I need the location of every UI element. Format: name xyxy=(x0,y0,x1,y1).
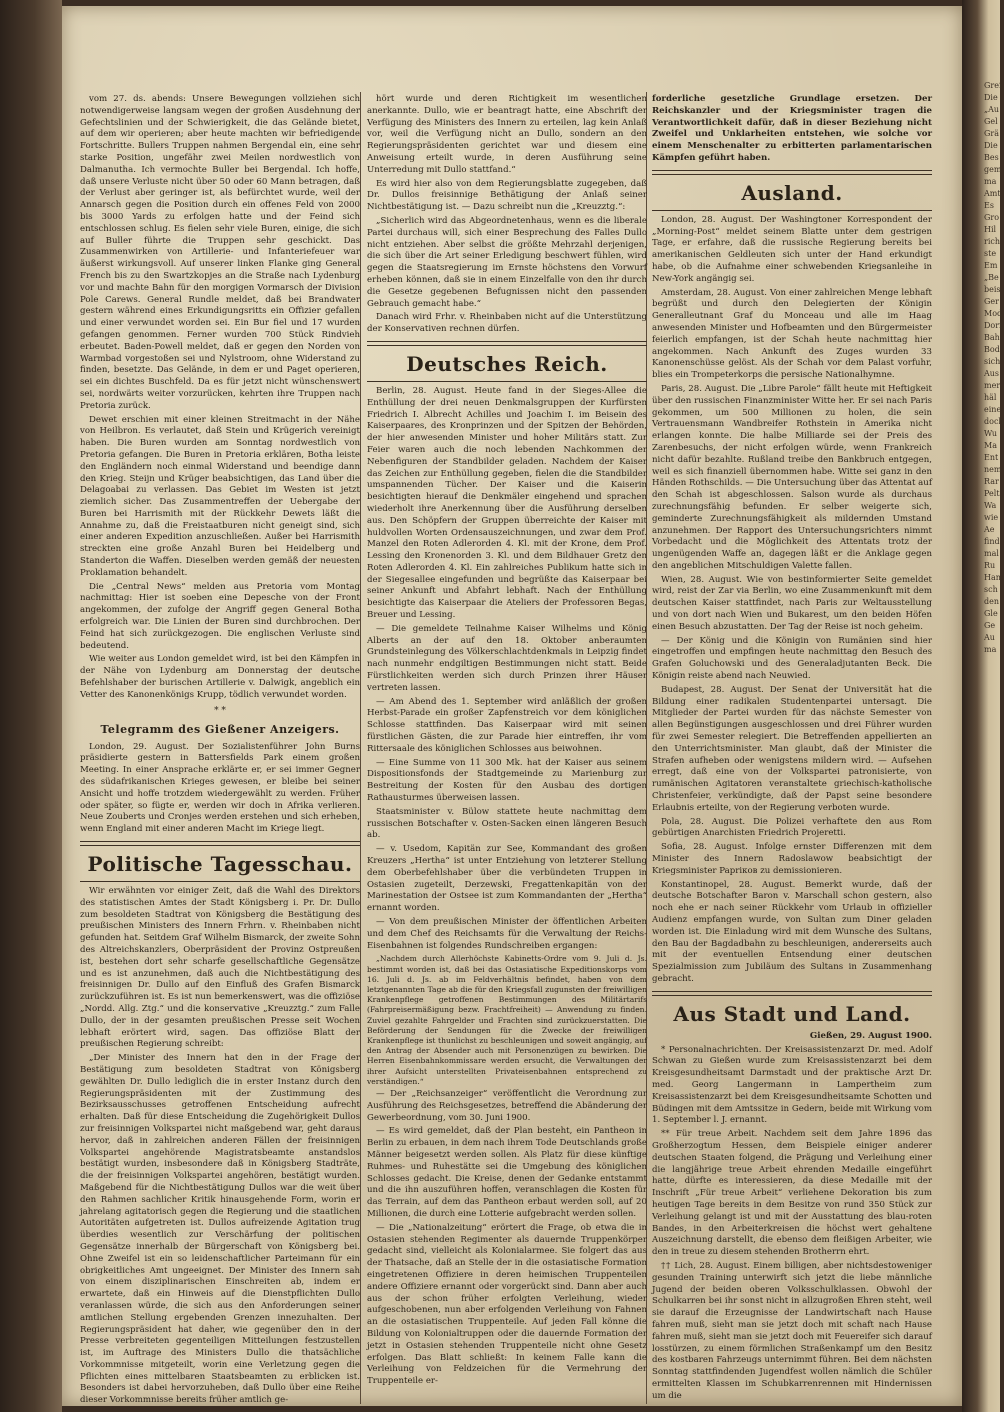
heading-tagesschau: Politische Tagesschau. xyxy=(87,852,353,877)
next-page-fragment: Die xyxy=(984,141,998,150)
stadt-text xyxy=(652,1045,932,1403)
paragraph: — Eine Summe von 11 300 Mk. hat der Kaiser aus seinem Dispositionsfonds der Stadtgemeinde zu Marienburg zur Bestreitung der Kosten für den Ausbau des dortigen Rathausturmes überweisen lassen. xyxy=(367,757,647,804)
next-page-fragment: Ent xyxy=(984,453,999,462)
reich-text xyxy=(367,386,647,952)
next-page-fragment: Bah xyxy=(984,333,1000,342)
heading-ausland: Ausland. xyxy=(741,180,843,205)
next-page-fragment: sch xyxy=(984,585,998,594)
paragraph: Budapest, 28. August. Der Senat der Universität hat die Bildung einer radikalen Studentenpartei untersagt. Die Mitglieder der Partei wurden für das nächste Semester von allen Begünstigungen ausgeschlossen und drei Führer wurden für zwei Semester relegiert. Die Betreffenden appellierten an den Unterrichtsminister. Man glaubt, daß der Minister die Strafen aufheben oder wenigstens mildern wird. — Aufsehen erregt, daß eine von der Volkspartei patronisierte, von rumänischen Agitatoren veranstaltete griechisch-katholische Christenfeier, verkündigte, daß der Papst seine besondere Erlaubnis erteilte, von der Regierung verboten wurde. xyxy=(652,684,932,813)
tagesschau-text xyxy=(80,886,360,1407)
next-page-fragment: Dorf xyxy=(984,321,1003,330)
next-page-fragment: „Au xyxy=(984,105,1000,114)
paragraph: †† Lich, 28. August. Einem billigen, aber nichtsdestoweniger gesunden Training unterwirft sich jetzt die liebe männliche Jugend der beiden oberen Volksschulklassen. Obwohl der Schulkarren bei ihr sonst nicht in allzugroßen Ehren steht, weil sie darauf die Erzeugnisse der Landwirtschaft nach Hause fahren muß, sieht man sie jetzt doch mit schaft nach Hause fahren muß, sieht man sie jetzt doch mit Feuereifer sich darauf losstürzen, zu einem förmlichen Straßenkampf um den Besitz des kostbaren Fahrzeugs unternimmt führen. Bei dem nächsten Sonntag stattfindenden Jugendfest wollen nämlich die Schüler ermittelten Klassen im Schubkarrenrennen mit Hindernissen um die xyxy=(652,1260,932,1401)
stadt-dateline: Gießen, 29. August 1900. xyxy=(809,1030,932,1041)
next-page-fragment: Ger xyxy=(984,297,999,306)
next-page-fragment: sich xyxy=(984,357,1001,366)
next-page-fragment: rich xyxy=(984,237,1001,246)
rule xyxy=(367,341,647,346)
next-page-fragment: Aus xyxy=(984,369,1000,378)
rule xyxy=(80,881,360,882)
column-1 xyxy=(80,94,360,1409)
next-page-fragment: Ae xyxy=(984,525,995,534)
paragraph: Konstantinopel, 28. August. Bemerkt wurde, daß der deutsche Botschafter Baron v. Marschall schon gestern, also noch ehe er nach seiner Rückkehr vom Urlaub in offizieller Audienz empfangen wurde, von Sultan zum Diner geladen worden ist. Die Einladung wird mit dem Wunsche des Sultans, den Bau der Bagdadbahn zu beschleunigen, andererseits auch mit der eventuellen Entsendung einer deutschen Spezialmission zum Jubiläum des Sultans in Zusammenhang gebracht. xyxy=(652,879,932,984)
next-page-fragment: Die xyxy=(984,93,998,102)
next-page-fragment: Hil xyxy=(984,225,997,234)
next-page-fragment: Amt xyxy=(984,189,1001,198)
newspaper-page xyxy=(62,6,962,1406)
paragraph: „Sicherlich wird das Abgeordnetenhaus, wenn es die liberale Partei durchaus will, sich einer Besprechung des Falles Dullo nicht entziehen. Aber selbst die größte Mehrzahl derjenigen, die sich über die Art seiner Erledigung beschwert fühlen, wird gegen die Staatsregierung im Ernste höchstens den Vorwurf erheben können, daß sie in einem Einzelfalle von den ihr durch die Gesetze gegebenen Befugnissen nicht den passenden Gebrauch gemacht habe.“ xyxy=(367,215,647,309)
next-page-fragment: Bod xyxy=(984,345,1000,354)
paragraph: — Am Abend des 1. September wird anläßlich der großen Herbst-Parade ein großer Zapfenstreich vor dem königlichen Schlosse stattfinden. Das Kaiserpaar wird mit seinen fürstlichen Gästen, die zur Parade hier eintreffen, ihr vom Rittersaale des königlichen Schlosses aus beiwohnen. xyxy=(367,696,647,754)
paragraph: Danach wird Frhr. v. Rheinbaben nicht auf die Unterstützung der Konservativen rechnen dürfen. xyxy=(367,312,647,335)
paragraph: Wien, 28. August. Wie von bestinformierter Seite gemeldet wird, reist der Zar via Berlin, wo eine Zusammenkunft mit dem deutschen Kaiser stattfindet, nach Paris zur Weltausstellung und von dort nach Wien und Bukarest, um den beiden Höfen einen Besuch abzustatten. Der Tag der Reise ist noch geheim. xyxy=(652,574,932,632)
heading-telegramm: Telegramm des Gießener Anzeigers. xyxy=(100,722,340,736)
next-page-fragment: ste xyxy=(984,249,997,258)
next-page-fragment: den xyxy=(984,597,1000,606)
paragraph: Sofia, 28. August. Infolge ernster Differenzen mit dem Minister des Innern Radoslawow beabsichtigt der Kriegsminister Papriков zu demissionieren. xyxy=(652,842,932,876)
paragraph: Dewet erschien mit einer kleinen Streitmacht in der Nähe von Heilbron. Es verlautet, daß Stein und Krügerich vereinigt haben. Die Buren wurden am Sonntag nordwestlich von Pretoria gefangen. Die Buren in Pretoria erklären, Botha leiste den Engländern noch einmal Widerstand und beendige dann den Krieg. Steijn und Krüger beabsichtigen, das Land über die Delagoabai zu verlassen. Das Gebiet im Westen ist jetzt ziemlich sicher. Das Zusammentreffen der Uebergabe der Buren bei Harrismith mit der Rückkehr Dewets läßt die Annahme zu, daß die Freistaatburen nicht geneigt sind, sich einer anderen Expedition anzuschließen. Außer bei Harrismith streckten eine große Anzahl Buren bei Heidelberg und Standerton die Waffen. Dieselben werden gemäß der neuesten Proklamation behandelt. xyxy=(80,414,360,578)
next-page-fragment: Gro xyxy=(984,213,1000,222)
paragraph: — Von dem preußischen Minister der öffentlichen Arbeiten und dem Chef des Reichsamts für die Verwaltung der Reichs-Eisenbahnen ist folgendes Rundschreiben ergangen: xyxy=(367,917,647,951)
next-page-fragment: Au xyxy=(984,633,995,642)
next-page-fragment: Grä xyxy=(984,129,999,138)
next-page-fragment: doch xyxy=(984,417,1004,426)
next-page-fragment: „Be xyxy=(984,273,999,282)
next-page-fragment: mal xyxy=(984,549,999,558)
column-3 xyxy=(652,94,932,1404)
war-report xyxy=(80,94,360,702)
next-page-fragment: nem xyxy=(984,465,1002,474)
paragraph: Wir erwähnten vor einiger Zeit, daß die Wahl des Direktors des statistischen Amtes der Stadt Königsberg i. Pr. Dr. Dullo zum besoldeten Stadtrat von Königsberg die Bestätigung des preußischen Ministers des Innern Frhrn. v. Rheinbaben nicht gefunden hat. Seitdem Graf Wilhelm Bismarck, der zweite Sohn des Altreichskanzlers, Oberpräsident der Provinz Ostpreußen ist, bestehen dort sehr scharfe gesellschaftliche Gegensätze und es ist anzunehmen, daß auch die Nichtbestätigung des freisinnigen Dr. Dullo auf den Einfluß des Grafen Bismarck zurückzuführen ist. Es ist nun bemerkenswert, was die offiziöse „Nordd. Allg. Ztg.“ und die konservative „Kreuzztg.“ zum Falle Dullo, der in der gesamten preußischen Presse seit Wochen lebhaft erörtert wird, sagen. Das offiziöse Blatt der preußischen Regierung schreibt: xyxy=(80,886,360,1050)
next-page-fragment: find xyxy=(984,537,1000,546)
column-rule-1 xyxy=(360,92,361,1404)
ausland-text xyxy=(652,215,932,986)
paragraph: Berlin, 28. August. Heute fand in der Sieges-Allee die Enthüllung der drei neuen Denkmalsgruppen der Kurfürsten Friedrich I. Albrecht Achilles und Joachim I. im Beisein des Kaiserpaares, des Kronprinzen und der Spitzen der Behörden, der hier anwesenden Minister und hoher Militärs statt. Zur Feier waren auch die noch lebenden Nachkommen der Nebenfiguren der Standbilder geladen. Nachdem der Kaiser das Zeichen zur Enthüllung gegeben, fielen die die Standbilder umspannenden Tücher. Der Kaiser und die Kaiserin besichtigten hierauf die Denkmäler eingehend und sprachen wiederholt ihre Anerkennung über die Ausführung derselben aus. Den Schöpfern der Gruppen überreichte der Kaiser mit huldvollen Worten Ordensauszeichnungen, und zwar dem Prof. Manzel den Roten Adlerorden 4. Kl. mit der Krone, dem Prof. Lessing den Kronenorden 3. Kl. und dem Bildhauer Gretz den Roten Adlerorden 4. Kl. Ein zahlreiches Publikum hatte sich in der Siegesallee eingefunden und begrüßte das Kaiserpaar bei seiner Ankunft und Abfahrt lebhaft. Nach der Enthüllung besichtigte das Kaiserpaar die Ateliers der Professoren Begas, Breuer und Lessing. xyxy=(367,385,647,621)
paragraph: London, 28. August. Der Washingtoner Korrespondent der „Morning-Post“ meldet seinem Blatte unter dem gestrigen Tage, er erfahre, daß die russische Regierung bereits bei amerikanischen Geldleuten sich unter der Hand erkundigt habe, ob die Aufnahme einer schwebenden Kriegsanleihe in New-York angängig sei. xyxy=(652,214,932,284)
rule xyxy=(652,991,932,996)
rule xyxy=(80,841,360,846)
rule xyxy=(652,210,932,211)
next-page-fragment: ma xyxy=(984,645,997,654)
paragraph: Amsterdam, 28. August. Von einer zahlreichen Menge lebhaft begrüßt und durch den Delegierten der Königin Generalleutnant Graf du Monceau und alle im Haag anwesenden Minister und Hofbeamten und den Bürgermeister feierlich empfangen, ist der Schah heute nachmittag hier angekommen. Nach Ankunft des Zuges wurden 33 Kanonenschüsse gelöst. Als der Schah vor dem Palast vorfuhr, blies ein Trompeterkorps die persische Nationalhymne. xyxy=(652,287,932,381)
next-page-fragment: häl xyxy=(984,393,997,402)
paragraph: — Der „Reichsanzeiger“ veröffentlicht die Verordnung zur Ausführung des Reichsgesetzes, betreffend die Abänderung der Gewerbeordnung, vom 30. Juni 1900. xyxy=(367,1089,647,1123)
next-page-fragment: Em xyxy=(984,261,998,270)
next-page-fragment: Bes xyxy=(984,153,999,162)
reich-quote: „Nachdem durch Allerhöchste Kabinetts-Ordre vom 9. Juli d. Js. bestimmt worden ist, daß bei das Ostasiatische Expeditionskorps vom 16. Juli d. Js. ab im Feldverhältnis befindet, haben von dem letztgenannten Tage ab die für den Kriegsfall zugunsten der freiwilligen Krankenpflege getroffenen Bestimmungen des Militärtarifs (Fahrpreisermäßigung bezw. Frachtfreiheit) — Anwendung zu finden. Zuviel gezahlte Fahrgelder und Frachten sind zurückzuerstatten. Die Beförderung der Sendungen für die Zwecke der freiwilligen Krankenpflege ist thunlichst zu beschleunigen und soweit angängig, auf den Antrag der Absender auch mit Personenzügen zu bewirken. Die Herren Eisenbahnkommissare werden ersucht, die Verwaltungen der ihrer Aufsicht unterstellten Privateisenbahnen entsprechend zu verständigen.“ xyxy=(367,954,647,1086)
next-page-fragment: Wa xyxy=(984,501,997,510)
next-page-fragment: Pelt xyxy=(984,489,1000,498)
heading-stadt-und-land: Aus Stadt und Land. xyxy=(673,1001,911,1026)
next-page-fragment: ma xyxy=(984,177,997,186)
telegramm-text: London, 29. August. Der Sozialistenführer John Burns präsidierte gestern in Battersfields Park einem großen Meeting. In einer Ansprache erklärte er, er sei immer Gegner des südafrikanischen Krieges gewesen, er bleibe bei seiner Ansicht und hoffe trotzdem wiedergewählt zu werden. Früher oder später, so fügte er, werden wir doch in Afrika verlieren. Neue Zouberts und Cronjes werden erstehen und sich erheben, wenn England mit einer anderen Macht im Kriege liegt. xyxy=(80,741,360,835)
next-page-fragment: eine xyxy=(984,405,1002,414)
rule xyxy=(652,170,932,175)
paragraph: Wie weiter aus London gemeldet wird, ist bei den Kämpfen in der Nähe von Lydenburg am Donnerstag der deutsche Befehlshaber der burischen Artillerie v. Dalwigk, angeblich ein Vetter des Kanonenkönigs Krupp, tödlich verwundet worden. xyxy=(80,654,360,700)
next-page-fragment: beis xyxy=(984,285,1001,294)
next-page-fragment: Grei xyxy=(984,81,1002,90)
rule xyxy=(367,381,647,382)
paragraph: Staatsminister v. Bülow stattete heute nachmittag dem russischen Botschafter v. Osten-Sacken einen längeren Besuch ab. xyxy=(367,806,647,841)
paragraph: vom 27. ds. abends: Unsere Bewegungen vollziehen sich notwendigerweise langsam wegen der großen Ausdehnung der Gefechtslinien und der Schwierigkeit, die das Gelände bietet, auf dem wir operieren; aber heute machten wir befriedigende Fortschritte. Bullers Truppen nahmen Bergendal ein, eine sehr starke Position, ungefähr zwei Meilen nordwestlich von Dalmanutha. Ich vermochte Buller bei Bergendal. Ich hoffe, daß unsere Verluste nicht über 50 oder 60 Mann betragen, daß der Verlust aber geringer ist, als befürchtet wurde, weil der Annarsch gegen die Position durch ein offenes Feld von 2000 bis 3000 Yards zu erfolgen hatte und der Feind sich entschlossen schlug. Es fielen sehr viele Buren, einige, die sich auf Buller führte die Truppen sehr geschickt. Das Zusammenwirken von Artillerie- und Infanteriefeuer war äußerst wirkungsvoll. Auf unserer linken Flanke ging General French bis zu den Swartzkopjes an die Straße nach Lydenburg vor und machte Bahn für den morgigen Vormarsch der Division Pole Carews. General Rundle meldet, daß bei Brandwater gestern während eines Erkundigungsritts ein Offizier gefallen und einer verwundet worden sei. Ein Bur fiel und 17 wurden gefangen genommen. Ferner wurden 700 Stück Rindvieh erbeutet. Baden-Powell meldet, daß er gegen den Norden von Warmbad vorgestoßen sei und Nylstroom, ohne Widerstand zu finden, besetzte. Das Gelände, in dem er und Paget operieren, sei ein dichtes Buschfeld. Da es für jetzt nicht wünschenswert sei, nordwärts weiter vorzurücken, kehrten ihre Truppen nach Pretoria zurück. xyxy=(80,94,360,411)
paragraph: Paris, 28. August. Die „Libre Parole“ fällt heute mit Heftigkeit über den russischen Finanzminister Witte her. Er sei nach Paris gekommen, um 500 Millionen zu holen, die sein Vertrauensmann Wandbreifer Rothstein in Amerika nicht erlangen konnte. Die halbe Milliarde sei der Preis des Zarenbesuchs, der nicht erfolgen würde, wenn Frankreich nicht dafür bezahlte. Rußland treibe den Bankbruch entgegen, weil es sich finanziell übernommen habe. Witte sei ganz in den Händen Rothschilds. — Die Untersuchung über das Attentat auf den Schah ist abgeschlossen. Salson wurde als durchaus zurechnungsfähig befunden. Er selber weigerte sich, geminderte Zurechnungsfähigkeit als mildernden Umstand anzunehmen. Der Rapport des Untersuchungsrichters nimmt Vorbedacht und die Möglichkeit des Attentats trotz der ungenügenden Waffe an, dagegen läßt er die Anklage gegen den angeblichen Mitschuldigen Valette fallen. xyxy=(652,383,932,571)
next-page-fragment: Gle xyxy=(984,609,998,618)
heading-deutsches-reich: Deutsches Reich. xyxy=(406,351,608,376)
next-page-fragment: Es xyxy=(984,201,994,210)
paragraph: * Personalnachrichten. Der Kreisassistenzarzt Dr. med. Adolf Schwan zu Gießen wurde zum Kreisassistenzarzt bei dem Kreisgesundheitsamt Darmstadt und der praktische Arzt Dr. med. Georg Langermann in Lampertheim zum Kreisassistenzarzt bei dem Kreisgesundheitsamte Schotten und Büdingen mit dem Amtssitze in Gedern, beide mit Wirkung vom 1. September l. J. ernannt. xyxy=(652,1044,932,1126)
paragraph: — Die „Nationalzeitung“ erörtert die Frage, ob etwa die in Ostasien stehenden Regimenter als dauernde Truppenkörper gedacht sind, vielleicht als Kolonialarmee. Sie folgert das aus der Thatsache, daß an Stelle der in die ostasiatische Formation eingetretenen Offiziere in deren heimischen Truppenteilen andere Offiziere ernannt oder vorgerückt sind. Dann aber auch aus der schon früher erfolgten Verleihung, wieder aufgeschobenen, nun aber erfolgenden Verleihung von Fahnen an die ostasiatischen Truppenteile. Auf jeden Fall könne die Bildung von Kolonialtruppen oder die dauernde Formation der jetzt in Ostasien stehenden Truppenteile nicht ohne Gesetz erfolgen. Das Blatt schließt: In keinem Falle kann die Verleihung von Feldzeichen für die Vermehrung der Truppenteile er- xyxy=(367,1222,647,1387)
reich-text-continued xyxy=(367,1089,647,1388)
next-page-fragment: Ma xyxy=(984,441,997,450)
paragraph: Es wird hier also von dem Regierungsblatte zugegeben, daß Dr. Dullos freisinnige Bethätigung der Anlaß seiner Nichtbestätigung ist. — Dazu schreibt nun die „Kreuzztg.“: xyxy=(367,178,647,213)
next-page-fragment: Gel xyxy=(984,117,998,126)
reich-closing: forderliche gesetzliche Grundlage ersetzen. Der Reichskanzler und der Kriegsminister tragen die Verantwortlichkeit dafür, daß in dieser Beziehung nicht Zweifel und Unklarheiten entstehen, wie solche vor einem Menschenalter zu erbitterten parlamentarischen Kämpfen geführt haben. xyxy=(652,94,932,163)
paragraph: ** Für treue Arbeit. Nachdem seit dem Jahre 1896 das Großherzogtum Hessen, dem Beispiele einiger anderer deutschen Staaten folgend, die Prägung und Verleihung einer die langjährige treue Arbeit ehrenden Medaille eingeführt hatte, dürfte es interessieren, da diese Medaille mit der Inschrift „Für treue Arbeit“ verliehene Dekoration bis zum heutigen Tage bereits in dem Besitze von rund 350 Stück zur Verleihung gelangt ist und mit der Ausstattung des blau-roten Bandes, in den Arbeiterkreisen die höchst wert gehaltene Auszeichnung darstellt, die ebenso dem fleißigen Arbeiter, wie den in treue zu diesem stehenden Brotherrn ehrt. xyxy=(652,1129,932,1258)
paragraph: „Der Minister des Innern hat den in der Frage der Bestätigung zum besoldeten Stadtrat von Königsberg gewählten Dr. Dullo lediglich die in erster Instanz durch den Regierungspräsidenten mit der Zustimmung des Bezirksausschusses getroffenen Entscheidung aufrecht erhalten. Daß für diese Entscheidung die Zugehörigkeit Dullos zur freisinnigen Volkspartei nicht maßgebend war, geht daraus hervor, daß in zahlreichen anderen Fällen der freisinnigen Volkspartei angehörende Magistratsbeamte anstandslos bestätigt wurden, insbesondere daß in Königsberg Stadträte, die der freisinnigen Volkspartei angehören, bestätigt wurden. Maßgebend für die Nichtbestätigung Dullos war die weit über den Rahmen sachlicher Kritik hinausgehende Form, worin er jahrelang agitatorisch gegen die Regierung und die staatlichen Autoritäten aufgetreten ist. Dullos aufreizende Agitation trug überdies wesentlich zur Verschärfung der politischen Gegensätze innerhalb der Bürgerschaft von Königsberg bei. Ohne Zweifel ist ein so leidenschaftlicher Parteimann für ein obrigkeitliches Amt ungeeignet. Der Minister des Innern sah von einem disziplinarischen Einschreiten ab, indem er erwartete, daß ein Hinweis auf die Dienstpflichten Dullo veranlassen würde, die sich aus den Anforderungen seiner amtlichen Stellung ergebenden Grenzen innezuhalten. Der Regierungspräsident hat daher, wie gegenüber den in der Presse verbreiteten gegenteiligen Mitteilungen festzustellen ist, im Auftrage des Ministers Dullo die thatsächliche Vorkommnisse mitgeteilt, worin eine Verletzung gegen die Pflichten eines mittelbaren Staatsbeamten zu erblicken ist. Besonders ist dabei hervorzuheben, daß Dullo über eine Reihe dieser Vorkommnisse bereits früher amtlich ge- xyxy=(80,1053,360,1406)
paragraph: — Der König und die Königin von Rumänien sind hier eingetroffen und empfingen heute nachmittag den Besuch des Grafen Goluchowski und des Generaladjutanten Beck. Die Königin reiste abend nach Neuwied. xyxy=(652,635,932,682)
next-page-fragment: Han xyxy=(984,573,1001,582)
next-page-fragment: mer xyxy=(984,381,1001,390)
next-page-fragment: Rar xyxy=(984,477,999,486)
next-page-edge xyxy=(984,80,1004,1380)
next-page-fragment: Ge xyxy=(984,621,996,630)
paragraph: Die „Central News“ melden aus Pretoria vom Montag nachmittag: Hier ist soeben eine Depesche von der Front angekommen, der zufolge der Angriff gegen General Botha erfolgreich war. Die Linien der Buren sind durchbrochen. Der Feind hat sich zurückgezogen. Die englischen Verluste sind bedeutend. xyxy=(80,581,360,651)
tagesschau-continued xyxy=(367,94,647,336)
paragraph: hört wurde und deren Richtigkeit im wesentlichen anerkannte. Dullo, wie er beantragt hatte, eine Abschrift der Verfügung des Ministers des Innern zu erteilen, lag kein Anlaß vor, weil die Verfügung nicht an Dullo, sondern an den Regierungspräsidenten gerichtet war und diesem eine Anweisung erteilt wurde, in deren Ausführung seine Unterredung mit Dullo stattfand.“ xyxy=(367,94,647,175)
paragraph: — Die gemeldete Teilnahme Kaiser Wilhelms und König Alberts an der auf den 18. Oktober anberaumten Grundsteinlegung des Völkerschlachtdenkmals in Leipzig findet nach nunmehr endgiltigen Bestimmungen nicht statt. Beide Fürstlichkeiten werden sich durch Prinzen ihrer Häuser vertreten lassen. xyxy=(367,623,647,693)
next-page-fragment: Mod xyxy=(984,309,1003,318)
column-2 xyxy=(367,94,647,1390)
paragraph: — Es wird gemeldet, daß der Plan besteht, ein Pantheon in Berlin zu erbauen, in dem nach ihrem Tode Deutschlands große Männer beigesetzt werden sollen. Als Platz für diese künftige Ruhmes- und Ruhestätte sei die Umgebung des königlichen Schlosses gedacht. Die Kreise, denen der Gedanke entstammt und die ihn auszuführen hoffen, veranschlagen die Kosten für das Terrain, auf dem das Pantheon erbaut werden soll, auf 20 Millionen, die durch eine Lotterie aufgebracht werden sollen. xyxy=(367,1126,647,1219)
next-page-fragment: Wu xyxy=(984,429,998,438)
section-dots: * * xyxy=(214,705,226,716)
next-page-fragment: wie xyxy=(984,513,999,522)
paragraph: — v. Usedom, Kapitän zur See, Kommandant des großen Kreuzers „Hertha“ ist unter Entziehung von letzterer Stellung dem Oberbefehlshaber über die verbündeten Truppen in Ostasien zugeteilt, Derzewski, Fregattenkapitän von der Marinestation der Ostsee ist zum Kommandanten der „Hertha“ ernannt worden. xyxy=(367,844,647,914)
scan-left-edge xyxy=(0,0,62,1412)
next-page-fragment: gem xyxy=(984,165,1002,174)
paragraph: Pola, 28. August. Die Polizei verhaftete den aus Rom gebürtigen Anarchisten Friedrich Projeretti. xyxy=(652,816,932,839)
next-page-fragment: Ru xyxy=(984,561,996,570)
